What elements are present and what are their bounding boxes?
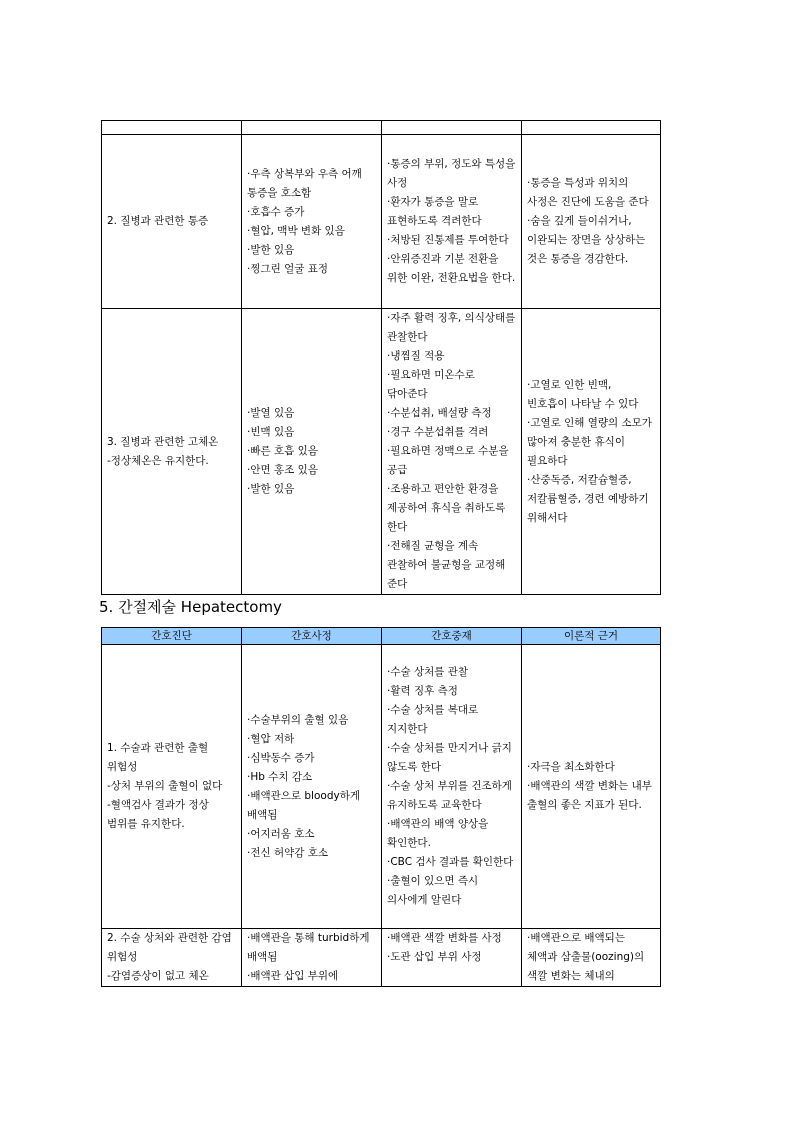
header-intervention: 간호중재 — [382, 628, 522, 645]
care-plan-table-hepatectomy — [101, 627, 661, 987]
intervention-cell: ·수술 상처를 관찰 ·활력 징후 측정 ·수술 상처를 복대로 지지한다 ·수술 상처를 만지거나 긁지 않도록 한다 ·수술 상처 부위를 건조하게 유지하도록 교육한다 ·배액관의 배액 양상을 확인한다. ·CBC 검사 결과를 확인한다 ·출혈이 있으면 즉시 의사에게 알린다 — [382, 645, 522, 929]
diagnosis-cell: 3. 질병과 관련한 고체온 -정상체온은 유지한다. — [102, 309, 242, 595]
rationale-cell: ·자극을 최소화한다 ·배액관의 색깔 변화는 내부 출혈의 좋은 지표가 된다. — [522, 645, 661, 929]
table-row — [102, 309, 661, 595]
intervention-cell: ·자주 활력 징후, 의식상태를 관찰한다 ·냉찜질 적용 ·필요하면 미온수로 닦아준다 ·수분섭취, 배설량 측정 ·경구 수분섭취를 격려 ·필요하면 정맥으로 수분을 공급 ·조용하고 편안한 환경을 제공하여 휴식을 취하도록 한다 ·전해질 균형을 계속 관찰하여 불균형을 교정해 준다 — [382, 309, 522, 595]
blank-header-row — [102, 121, 661, 135]
table-row — [102, 645, 661, 929]
header-assessment: 간호사정 — [242, 628, 382, 645]
rationale-cell: ·통증을 특성과 위치의 사정은 진단에 도움을 준다 ·숨을 깊게 들이쉬거나, 이완되는 장면을 상상하는 것은 통증을 경감한다. — [522, 135, 661, 309]
table-row — [102, 135, 661, 309]
rationale-cell: ·배액관으로 배액되는 체액과 삼출물(oozing)의 색깔 변화는 체내의 — [522, 929, 661, 987]
header-diagnosis: 간호진단 — [102, 628, 242, 645]
assessment-cell: ·우측 상복부와 우측 어깨 통증을 호소함 ·호흡수 증가 ·혈압, 맥박 변화 있음 ·발한 있음 ·찡그린 얼굴 표정 — [242, 135, 382, 309]
table-header-row — [102, 628, 661, 645]
assessment-cell: ·배액관을 통해 turbid하게 배액됨 ·배액관 삽입 부위에 — [242, 929, 382, 987]
header-rationale: 이론적 근거 — [522, 628, 661, 645]
diagnosis-cell: 2. 수술 상처와 관련한 감염 위험성 -감염증상이 없고 체온 — [102, 929, 242, 987]
care-plan-table-continued — [101, 120, 661, 595]
intervention-cell: ·통증의 부위, 정도와 특성을 사정 ·환자가 통증을 말로 표현하도록 격려한다 ·처방된 진통제를 투여한다 ·안위증진과 기분 전환을 위한 이완, 전환요법을 한다. — [382, 135, 522, 309]
table-row — [102, 929, 661, 987]
diagnosis-cell: 2. 질병과 관련한 통증 — [102, 135, 242, 309]
rationale-cell: ·고열로 인한 빈맥, 빈호흡이 나타날 수 있다 ·고열로 인해 열량의 소모가 많아져 충분한 휴식이 필요하다 ·산중독증, 저칼슘혈증, 저칼륨혈증, 경련 예방하기 위해서다 — [522, 309, 661, 595]
assessment-cell: ·발열 있음 ·빈맥 있음 ·빠른 호흡 있음 ·안면 홍조 있음 ·발한 있음 — [242, 309, 382, 595]
assessment-cell: ·수술부위의 출혈 있음 ·혈압 저하 ·심박동수 증가 ·Hb 수치 감소 ·배액관으로 bloody하게 배액됨 ·어지러움 호소 ·전신 허약감 호소 — [242, 645, 382, 929]
diagnosis-cell: 1. 수술과 관련한 출혈 위험성 -상처 부위의 출혈이 없다 -혈액검사 결과가 정상 범위를 유지한다. — [102, 645, 242, 929]
intervention-cell: ·배액관 색깔 변화를 사정 ·도관 삽입 부위 사정 — [382, 929, 522, 987]
section-title: 5. 간절제술 Hepatectomy — [99, 598, 282, 616]
